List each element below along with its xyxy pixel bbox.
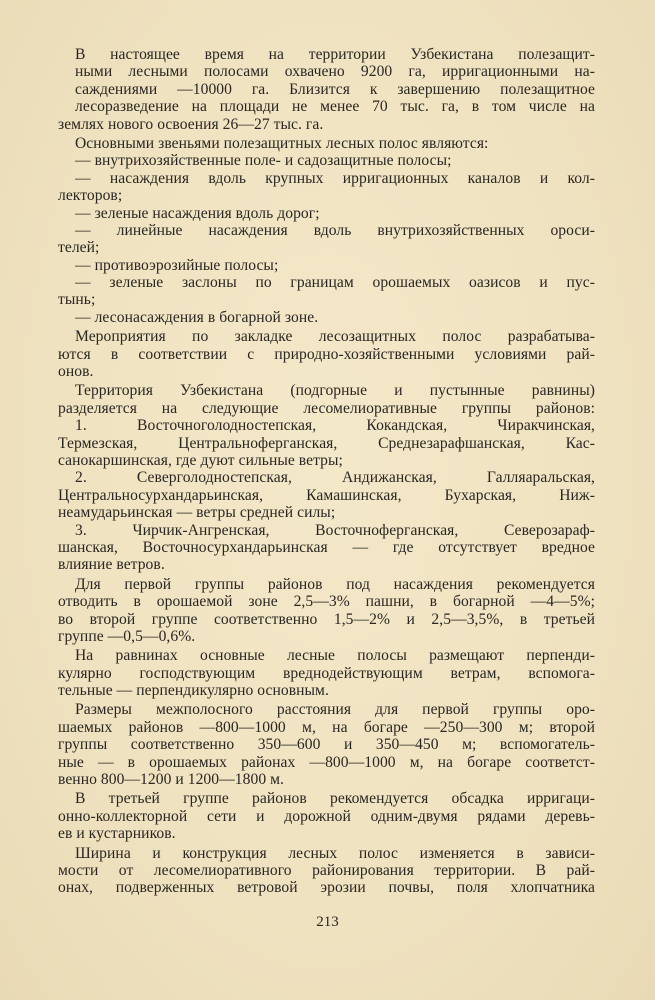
- text-line: Центральносурхандарьинская, Камашинская, Бухарская, Ниж-: [58, 486, 595, 504]
- text-line: лесоразведение на площади не менее 70 тыс. га, в том числе на: [75, 98, 595, 116]
- text-line: 3. Чирчик-Ангренская, Восточноферганская, Северозараф-: [75, 521, 595, 539]
- text-line: во второй группе соответственно 1,5—2% и 2,5—3,5%, в третьей: [58, 610, 595, 628]
- text-line: 2. Северголодностепская, Андижанская, Галляаральская,: [75, 469, 595, 487]
- text-line: онно-коллекторной сети и дорожной одним-двумя рядами деревь-: [58, 807, 595, 825]
- text-line: Мероприятия по закладке лесозащитных полос разрабатыва-: [75, 328, 595, 346]
- text-line: отводить в орошаемой зоне 2,5—3% пашни, в богарной —4—5%;: [58, 593, 595, 611]
- text-line: Размеры межполосного расстояния для первой группы оро-: [75, 701, 595, 719]
- text-line: влияние ветров.: [58, 556, 165, 574]
- text-line: саждениями —10000 га. Близится к завершению полезащитное: [75, 80, 595, 98]
- text-line: — противоэрозийные полосы;: [75, 256, 279, 274]
- text-line: кулярно господствующим вреднодействующим ветрам, вспомога-: [58, 664, 595, 682]
- text-line: На равнинах основные лесные полосы размещают перпенди-: [75, 647, 595, 665]
- text-line: группы соответственно 350—600 и 350—450 м; вспомогатель-: [58, 736, 595, 754]
- text-line: мости от лесомелиоративного районирования территории. В рай-: [58, 861, 595, 879]
- text-line: — насаждения вдоль крупных ирригационных каналов и кол-: [75, 169, 595, 187]
- text-line: — линейные насаждения вдоль внутрихозяйственных ороси-: [75, 221, 595, 239]
- text-line: онов.: [58, 363, 94, 381]
- text-line: Термезская, Центральноферганская, Среднезарафшанская, Кас-: [58, 434, 595, 452]
- text-line: группе —0,5—0,6%.: [58, 627, 196, 645]
- text-line: Для первой группы районов под насаждения рекомендуется: [75, 575, 595, 593]
- text-line: ются в соответствии с природно-хозяйственными условиями рай-: [58, 345, 595, 363]
- text-line: — зеленые заслоны по границам орошаемых оазисов и пус-: [75, 274, 595, 292]
- text-line: разделяется на следующие лесомелиоративные группы районов:: [58, 399, 595, 417]
- text-line: шанская, Восточносурхандарьинская — где отсутствует вредное: [58, 538, 595, 556]
- text-line: Основными звеньями полезащитных лесных полос являются:: [75, 134, 489, 152]
- text-line: шаемых районов —800—1000 м, на богаре —250—300 м; второй: [58, 718, 595, 736]
- text-line: венно 800—1200 и 1200—1800 м.: [58, 771, 284, 789]
- text-line: Ширина и конструкция лесных полос изменяется в зависи-: [75, 844, 595, 862]
- text-line: ные — в орошаемых районах —800—1000 м, на богаре соответст-: [58, 753, 595, 771]
- body-text: [58, 46, 595, 897]
- text-line: телей;: [58, 239, 100, 257]
- text-line: 1. Восточноголодностепская, Кокандская, Чиракчинская,: [75, 417, 595, 435]
- text-line: ными лесными полосами охвачено 9200 га, ирригационными на-: [75, 63, 595, 81]
- text-line: онах, подверженных ветровой эрозии почвы, поля хлопчатника: [58, 879, 595, 897]
- text-line: лекторов;: [58, 187, 123, 205]
- text-line: — лесонасаждения в богарной зоне.: [75, 308, 319, 326]
- text-line: В настоящее время на территории Узбекистана полезащит-: [75, 46, 595, 63]
- page-number: 213: [316, 914, 339, 930]
- text-line: землях нового освоения 26—27 тыс. га.: [58, 115, 324, 133]
- text-line: Территория Узбекистана (подгорные и пустынные равнины): [75, 382, 595, 400]
- text-line: санокаршинская, где дуют сильные ветры;: [58, 451, 343, 469]
- text-line: тынь;: [58, 291, 96, 309]
- text-line: — зеленые насаждения вдоль дорог;: [75, 204, 320, 222]
- text-line: В третьей группе районов рекомендуется обсадка ирригаци-: [75, 790, 595, 808]
- text-line: — внутрихозяйственные поле- и садозащитные полосы;: [75, 152, 452, 170]
- text-line: неамударьинская — ветры средней силы;: [58, 504, 336, 522]
- text-line: ев и кустарников.: [58, 825, 176, 843]
- text-line: тельные — перпендикулярно основным.: [58, 682, 329, 700]
